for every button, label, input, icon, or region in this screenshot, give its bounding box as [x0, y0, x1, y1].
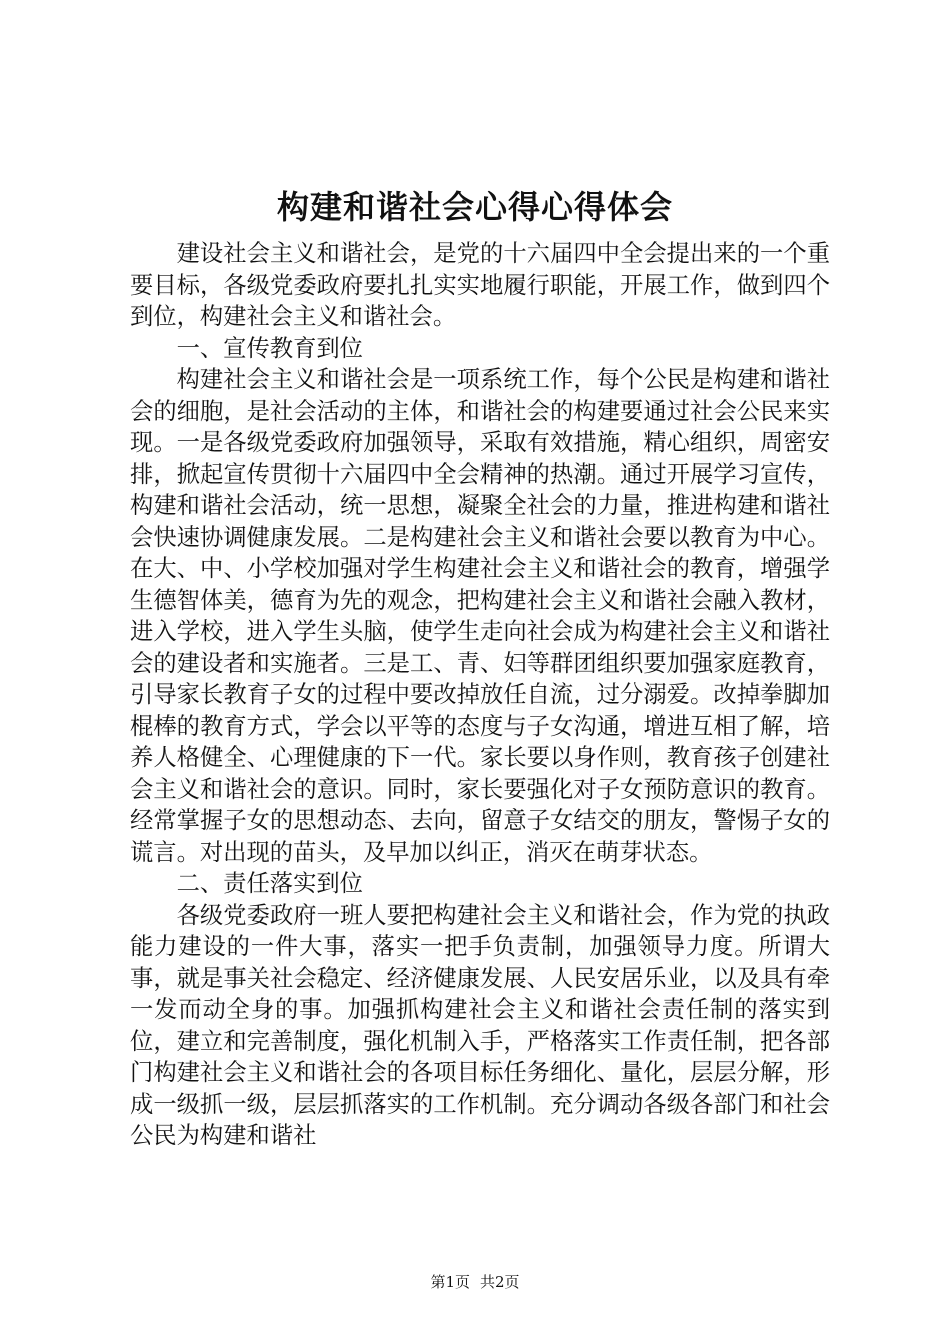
- document-body: [130, 238, 830, 1152]
- paragraph-section-1: 构建社会主义和谐社会是一项系统工作，每个公民是构建和谐社会的细胞，是社会活动的主体，和谐社会的构建要通过社会公民来实现。一是各级党委政府加强领导，采取有效措施，精心组织，周密安排，掀起宣传贯彻十六届四中全会精神的热潮。通过开展学习宣传，构建和谐社会活动，统一思想，凝聚全社会的力量，推进构建和谐社会快速协调健康发展。二是构建社会主义和谐社会要以教育为中心。在大、中、小学校加强对学生构建社会主义和谐社会的教育，增强学生德智体美，德育为先的观念，把构建社会主义和谐社会融入教材，进入学校，进入学生头脑，使学生走向社会成为构建社会主义和谐社会的建设者和实施者。三是工、青、妇等群团组织要加强家庭教育，引导家长教育子女的过程中要改掉放任自流，过分溺爱。改掉拳脚加棍棒的教育方式，学会以平等的态度与子女沟通，增进互相了解，培养人格健全、心理健康的下一代。家长要以身作则，教育孩子创建社会主义和谐社会的意识。同时，家长要强化对子女预防意识的教育。经常掌握子女的思想动态、去向，留意子女结交的朋友，警惕子女的谎言。对出现的苗头，及早加以纠正，消灭在萌芽状态。: [130, 366, 830, 866]
- document-title: 构建和谐社会心得心得体会: [276, 188, 673, 226]
- page-footer: [0, 1272, 950, 1292]
- section-heading-2: 二、责任落实到位: [176, 870, 363, 897]
- page-number-current: 第1页: [430, 1273, 470, 1291]
- section-heading-1: 一、宣传教育到位: [176, 334, 363, 362]
- paragraph-intro: 建设社会主义和谐社会，是党的十六届四中全会提出来的一个重要目标，各级党委政府要扎扎实实地履行职能，开展工作，做到四个到位，构建社会主义和谐社会。: [130, 240, 830, 330]
- paragraph-section-2: 各级党委政府一班人要把构建社会主义和谐社会，作为党的执政能力建设的一件大事，落实一把手负责制，加强领导力度。所谓大事，就是事关社会稳定、经济健康发展、人民安居乐业，以及具有牵一发而动全身的事。加强抓构建社会主义和谐社会责任制的落实到位，建立和完善制度，强化机制入手，严格落实工作责任制，把各部门构建社会主义和谐社会的各项目标任务细化、量化，层层分解，形成一级抓一级，层层抓落实的工作机制。充分调动各级各部门和社会公民为构建和谐社: [130, 901, 830, 1149]
- page-number-total: 共2页: [480, 1273, 520, 1291]
